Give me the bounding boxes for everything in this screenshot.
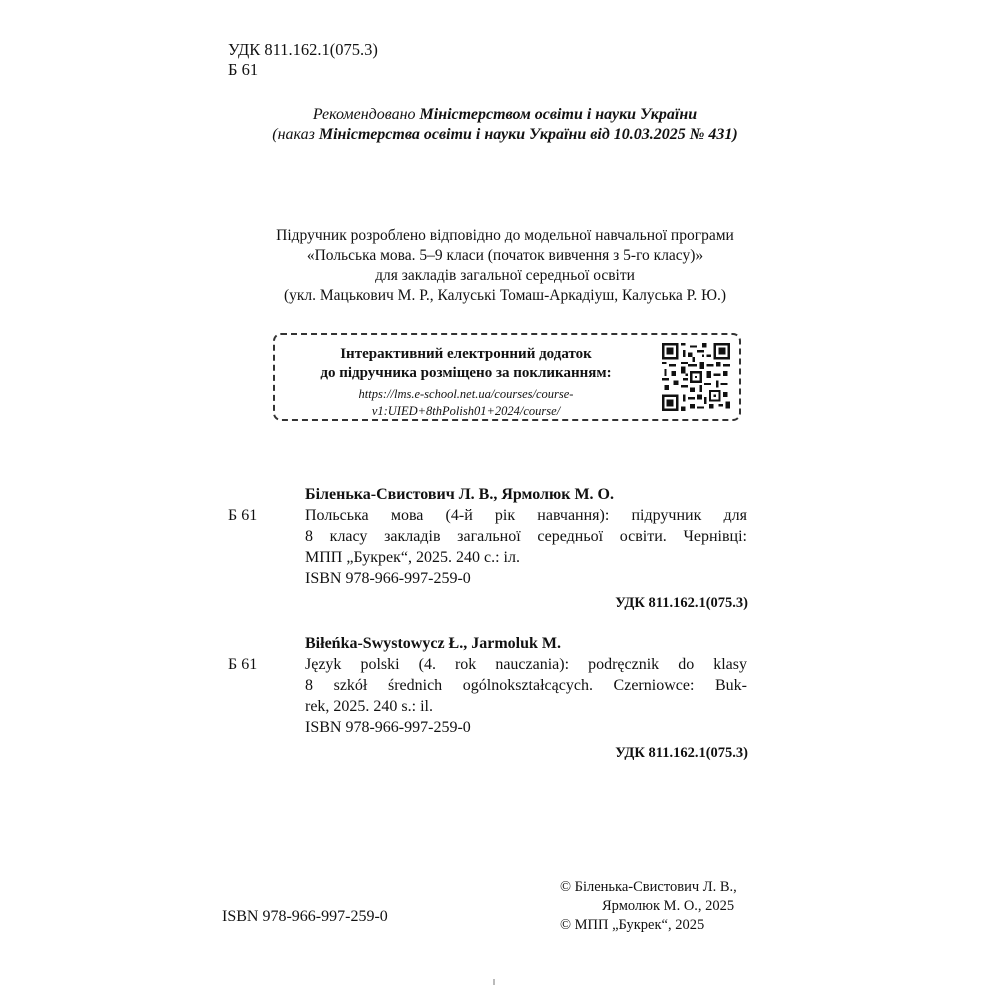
copyright-line: Ярмолюк М. О., 2025 xyxy=(602,898,735,914)
supplement-url[interactable] xyxy=(275,386,657,420)
library-index: Б 61 xyxy=(228,60,259,79)
ministry-recommendation xyxy=(200,105,810,145)
entry-authors: Biłeńka-Swystowycz Ł., Jarmoluk M. xyxy=(305,635,561,652)
description-line: Підручник розроблено відповідно до модельної навчальної програми xyxy=(276,227,734,244)
copyright-line: © МПП „Букрек“, 2025 xyxy=(560,917,705,933)
entry-udk: УДК 811.162.1(075.3) xyxy=(615,745,748,761)
entry-mark: Б 61 xyxy=(228,656,258,673)
recommendation-order: Міністерства освіти і науки України від 10.03.2025 № 431) xyxy=(318,126,738,143)
udk-code: УДК 811.162.1(075.3) xyxy=(228,40,378,59)
entry-line: 8 класу закладів загальної середньої освіти. Чернівці: xyxy=(305,528,747,545)
entry-isbn: ISBN 978-966-997-259-0 xyxy=(305,719,471,736)
description-line: для закладів загальної середньої освіти xyxy=(375,267,635,284)
entry-line: rek, 2025. 240 s.: il. xyxy=(305,698,433,715)
catalog-entry-ukrainian xyxy=(305,484,747,589)
isbn-footer: ISBN 978-966-997-259-0 xyxy=(222,908,388,925)
description-line: (укл. Мацькович М. Р., Калуські Томаш-Аркадіуш, Калуська Р. Ю.) xyxy=(283,287,727,304)
entry-line: Польська мова (4-й рік навчання): підручник для xyxy=(305,507,747,524)
recommendation-line-1 xyxy=(200,105,810,125)
entry-line: МПП „Букрек“, 2025. 240 с.: іл. xyxy=(305,549,520,566)
recommendation-line-2 xyxy=(200,125,810,145)
supplement-text xyxy=(275,345,657,420)
copyright-line: © Біленька-Свистович Л. В., xyxy=(560,879,737,895)
supplement-title-2: до підручника розміщено за покликанням: xyxy=(320,365,612,381)
copyright-block xyxy=(560,878,786,935)
catalog-entry-polish xyxy=(305,633,747,738)
program-description xyxy=(200,226,810,306)
entry-line: Język polski (4. rok nauczania): podręcznik do klasy xyxy=(305,656,747,673)
entry-authors: Біленька-Свистович Л. В., Ярмолюк М. О. xyxy=(305,486,614,503)
udk-header xyxy=(228,40,378,80)
recommendation-ministry-1: Міністерством освіти і науки України xyxy=(419,106,698,123)
entry-isbn: ISBN 978-966-997-259-0 xyxy=(305,570,471,587)
page-mark xyxy=(493,979,495,985)
supplement-title-1: Інтерактивний електронний додаток xyxy=(340,346,592,362)
recommendation-prefix-1: Рекомендовано xyxy=(312,106,416,123)
entry-line: 8 szkół średnich ogólnokształcących. Czerniowce: Buk- xyxy=(305,677,747,694)
supplement-url-line-2[interactable]: v1:UIED+8thPolish01+2024/course/ xyxy=(371,404,561,418)
description-line: «Польська мова. 5–9 класи (початок вивчення з 5-го класу)» xyxy=(306,247,704,264)
supplement-url-line-1[interactable]: https://lms.e-school.net.ua/courses/course- xyxy=(358,387,574,401)
interactive-supplement-box xyxy=(273,333,741,421)
entry-udk: УДК 811.162.1(075.3) xyxy=(615,595,748,611)
entry-mark: Б 61 xyxy=(228,507,258,524)
qr-code-icon[interactable] xyxy=(662,343,730,411)
recommendation-prefix-2: (наказ xyxy=(272,126,315,143)
